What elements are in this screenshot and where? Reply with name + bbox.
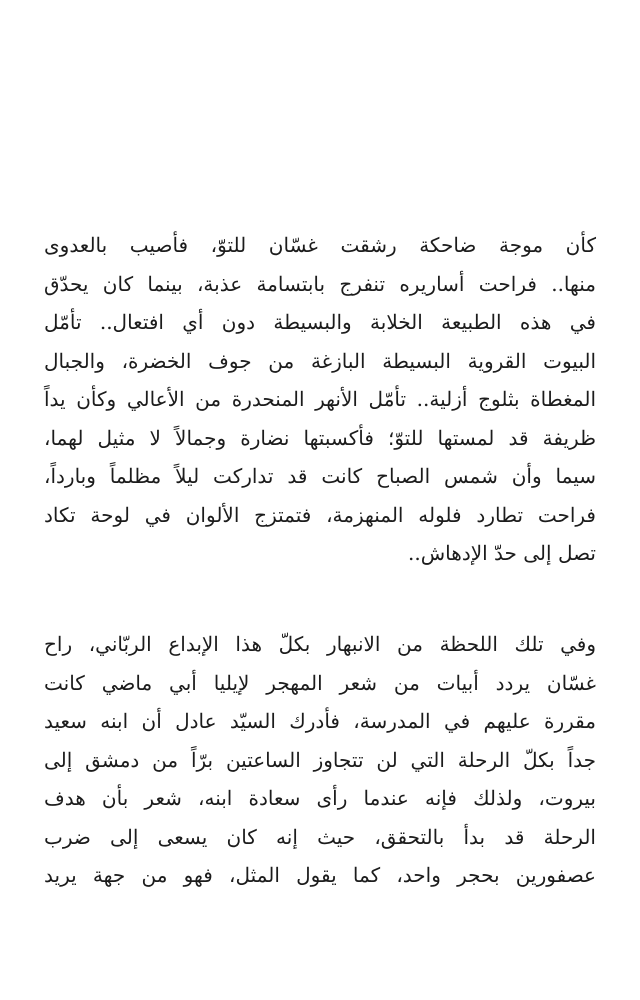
text-line: كأن موجة ضاحكة رشقت غسّان للتوّ، فأصيب بالعدوى [44,233,596,257]
text-line: بيروت، ولذلك فإنه عندما رأى سعادة ابنه، شعر بأن هدف [44,786,596,810]
text-line: جداً بكلّ الرحلة التي لن تتجاوز الساعتين برّاً من دمشق إلى [44,747,597,772]
text-line: تصل إلى حدّ الإدهاش.. [408,541,596,565]
text-line: منها.. فراحت أساريره تنفرج بابتسامة عذبة، بينما كان يحدّق [44,271,596,296]
text-line: فراحت تطارد فلوله المنهزمة، فتمتزج الألوان في لوحة تكاد [44,502,596,527]
text-line: غسّان يردد أبيات من شعر المهجر لإيليا أبي ماضي كانت [44,670,596,695]
paragraph-2 [44,625,596,895]
text-line: في هذه الطبيعة الخلابة والبسيطة دون أي افتعال.. تأمّل [44,310,596,334]
text-line: ظريفة قد لمستها للتوّ؛ فأكسبتها نضارة وجمالاً لا مثيل لهما، [44,425,596,450]
text-line: مقررة عليهم في المدرسة، فأدرك السيّد عادل أن ابنه سعيد [44,709,596,733]
text-line: البيوت القروية البسيطة البازغة من جوف الخضرة، والجبال [44,348,596,373]
paragraph-1 [44,226,596,573]
text-line: سيما وأن شمس الصباح كانت قد تداركت ليلاً مظلماً وبارداً، [44,464,596,488]
text-line: المغطاة بثلوج أزلية.. تأمّل الأنهر المنحدرة من الأعالي وكأن يداً [44,387,596,411]
text-line: وفي تلك اللحظة من الانبهار بكلّ هذا الإبداع الربّاني، راح [44,632,596,656]
text-line: عصفورين بحجر واحد، كما يقول المثل، فهو من جهة يريد [44,863,596,887]
text-line: الرحلة قد بدأ بالتحقق، حيث إنه كان يسعى إلى ضرب [44,824,596,849]
